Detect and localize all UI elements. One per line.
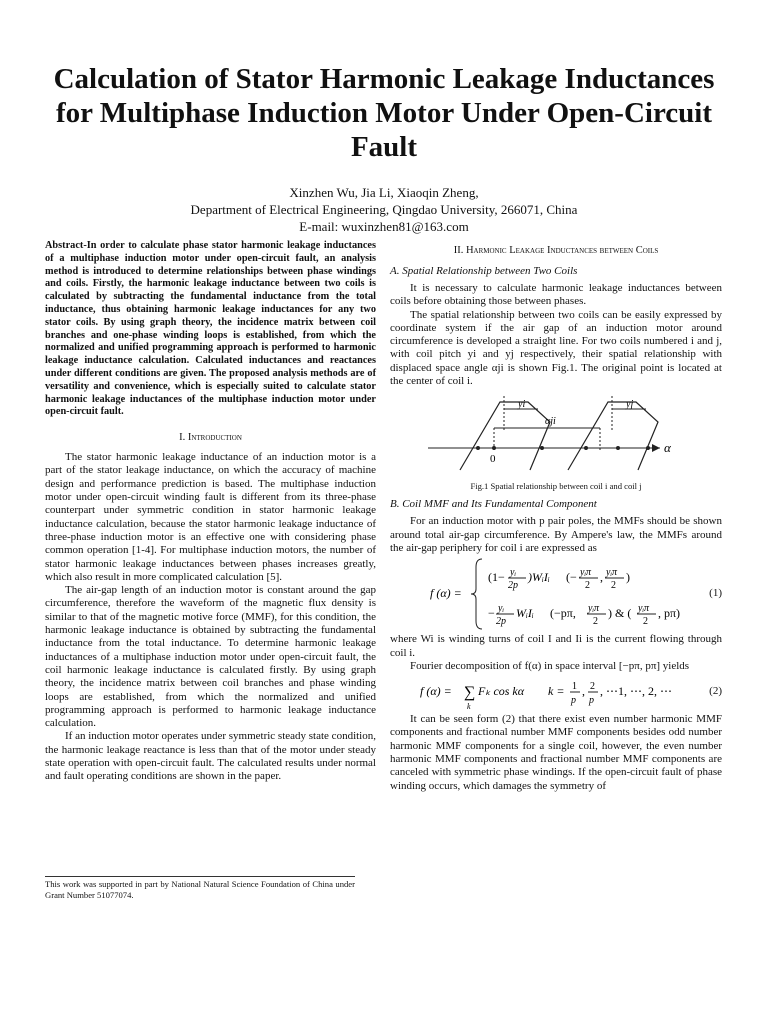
- subsection-a-heading: A. Spatial Relationship between Two Coils: [390, 265, 578, 277]
- section-b-paragraph-2: where Wi is winding turns of coil I and Ii is the current flowing through coil i.: [390, 633, 722, 659]
- coil-point: [584, 446, 588, 450]
- svg-text:p: p: [571, 695, 576, 707]
- section-heading-introduction: I. Introduction: [179, 432, 242, 444]
- paper-title: Calculation of Stator Harmonic Leakage Inductances for Multiphase Induction Motor Under Open-Circuit Fault: [53, 63, 715, 163]
- affiliation: Department of Electrical Engineering, Qingdao University, 266071, China: [190, 202, 578, 217]
- svg-text:, ⋯1, ⋯, 2, ⋯: , ⋯1, ⋯, 2, ⋯: [600, 684, 672, 699]
- svg-text:k =: k =: [548, 684, 565, 699]
- section-a-paragraph-2: The spatial relationship between two coils can be easily expressed by coordinate system if the air gap of an induction motor around circumference is developed a straight line. For two coils numbered i and j, with coil pitch yi and yj respectively, their spatial relationship with displaced space angle αji is shown Fig.1. The original point is located at the center of coil i.: [390, 308, 722, 388]
- svg-text:2: 2: [593, 616, 598, 628]
- svg-text:yᵢπ: yᵢπ: [588, 603, 600, 615]
- right-column: [390, 240, 722, 793]
- coil-point: [616, 446, 620, 450]
- author-names: Xinzhen Wu, Jia Li, Xiaoqin Zheng,: [289, 185, 479, 200]
- left-column: [45, 240, 376, 784]
- label-yj: yj: [626, 399, 634, 411]
- svg-text:k: k: [467, 702, 471, 712]
- svg-text:yᵢ: yᵢ: [498, 603, 505, 615]
- figure-caption: Fig.1 Spatial relationship between coil i and coil j: [470, 481, 642, 492]
- coil-point: [476, 446, 480, 450]
- coil-i-shape: [460, 402, 550, 470]
- email: E-mail: wuxinzhen81@163.com: [299, 219, 469, 234]
- svg-text:f (α) =: f (α) =: [430, 586, 462, 601]
- section-b-paragraph-1: For an induction motor with p pair poles, the MMFs should be shown around total air-gap circumference. By Ampere's law, the MMFs around the air-gap periphery for coil i are expressed as: [390, 515, 722, 554]
- section-b-paragraph-4: It can be seen form (2) that there exist even number harmonic MMF components and fractional number MMF components besides odd number harmonic MMF components for a single coil, however, the even number harmonic MMF components and fractional number MMF components are canceled with symmetric phase windings. If the open-circuit fault of phase winding occurs, which damages the symmetry of: [390, 713, 722, 792]
- svg-text:2: 2: [590, 681, 595, 693]
- equation-2-graphic: [420, 673, 720, 713]
- svg-text:yᵢπ: yᵢπ: [580, 567, 592, 579]
- svg-text:f (α) =: f (α) =: [420, 684, 452, 699]
- section-heading-harmonic: II. Harmonic Leakage Inductances between Coils: [453, 245, 659, 256]
- svg-text:2: 2: [643, 616, 648, 628]
- svg-text:,: ,: [582, 684, 585, 699]
- alpha-axis-arrow: [652, 444, 660, 452]
- footnote: This work was supported in part by National Natural Science Foundation of China under Grant Number 51077074.: [45, 876, 355, 901]
- section-b-paragraph-3: Fourier decomposition of f(α) in space interval [−pπ, pπ] yields: [410, 659, 690, 672]
- label-origin: 0: [490, 453, 496, 466]
- svg-text:)WᵢIᵢ: )WᵢIᵢ: [528, 570, 550, 585]
- intro-paragraph-2: The air-gap length of an induction motor is constant around the gap circumference, therefore the waveform of the magnetic flux density is similar to that of the magnetic motive force (MMF), for this condition, the harmonic leakage inductance is obtained by subtracting the fundamental inductance from the total inductance. To determine harmonic leakage inductances of a multiphase induction motor under open-circuit fault, the coil harmonic leakage inductance is calculated firstly. By using graph theory, the incidence matrix between coil branches and phase winding loops are established, from which the normalized and unified programming approach is performed to harmonic leakage inductance calculation.: [45, 584, 376, 730]
- figure-1: [390, 392, 722, 491]
- svg-text:(−pπ,: (−pπ,: [550, 606, 576, 621]
- svg-text:2: 2: [611, 580, 616, 592]
- intro-paragraph-3: If an induction motor operates under symmetric steady state condition, the harmonic leakage reactance is less than that of the motor under steady state operation with open-circuit fault. The calculated results under normal and fault operating conditions are shown in the paper.: [45, 730, 376, 783]
- svg-text:Fₖ cos kα: Fₖ cos kα: [478, 684, 525, 699]
- section-a-paragraph-1: It is necessary to calculate harmonic leakage inductances between coils before obtaining those between phases.: [390, 282, 722, 308]
- svg-text:, pπ): , pπ): [658, 606, 681, 621]
- label-yi: yi: [518, 399, 526, 411]
- svg-text:∑: ∑: [464, 684, 476, 702]
- label-alpha-ji: αji: [545, 416, 556, 428]
- svg-text:−: −: [488, 606, 495, 621]
- coil-point: [646, 446, 650, 450]
- svg-text:) & (: ) & (: [608, 606, 632, 621]
- svg-text:,: ,: [600, 570, 603, 585]
- coil-diagram: [390, 392, 722, 472]
- intro-paragraph-1: The stator harmonic leakage inductance of an induction motor is a part of the stator leakage inductance, on which the accuracy of machine design and performance prediction is based. The multiphase induction motor under open-circuit winding fault is different from its three-phase counterpart under symmetric condition in stator harmonic leakage inductance calculation, because the stator harmonic leakage inductance of three-phase induction motor is an effective one with considering phase common operation [1-4]. For multiphase induction motors, the number of stator harmonic leakage inductances between phases increases greatly, which also result in more complicated calculation [5].: [45, 451, 376, 583]
- svg-text:): ): [626, 570, 630, 585]
- equation-1-graphic: [430, 555, 730, 633]
- svg-text:(−: (−: [566, 570, 577, 585]
- coil-j-shape: [568, 402, 658, 470]
- equation-2-number: (2): [709, 685, 722, 698]
- svg-text:p: p: [589, 695, 594, 707]
- svg-text:2: 2: [585, 580, 590, 592]
- equation-1: [390, 555, 722, 633]
- svg-text:(1−: (1−: [488, 570, 505, 585]
- abstract: Abstract-In order to calculate phase stator harmonic leakage inductances of a multiphase induction motor under open-circuit fault, an analysis method is introduced to determine relationships between phase windings and coils. Firstly, the harmonic leakage inductance between two coils is calculated by subtracting the fundamental inductance from the total inductance, thus obtaining harmonic leakage inductances for any two stator coils. By using graph theory, the incidence matrix between coil branches and one-phase winding loops is established, from which the normalized and unified programming approach is performed to harmonic leakage inductance calculation. Calculated inductances and reactances under different conditions are given. The proposed analysis methods are of versatility and convenience, which is especially suited to calculate stator harmonic leakage inductances of the multiphase induction motor under open-circuit fault.: [45, 240, 376, 418]
- svg-text:WᵢIᵢ: WᵢIᵢ: [516, 606, 534, 621]
- svg-text:2p: 2p: [508, 580, 518, 592]
- svg-text:yᵢπ: yᵢπ: [606, 567, 618, 579]
- subsection-b-heading: B. Coil MMF and Its Fundamental Component: [390, 498, 597, 511]
- svg-text:yᵢπ: yᵢπ: [638, 603, 650, 615]
- origin-point: [492, 446, 496, 450]
- label-alpha: α: [664, 440, 671, 456]
- equation-2: [390, 673, 722, 713]
- coil-point: [540, 446, 544, 450]
- equation-1-number: (1): [709, 587, 722, 600]
- svg-text:yᵢ: yᵢ: [510, 567, 517, 579]
- author-block: [40, 184, 728, 235]
- svg-text:1: 1: [572, 681, 577, 693]
- svg-text:2p: 2p: [496, 616, 506, 628]
